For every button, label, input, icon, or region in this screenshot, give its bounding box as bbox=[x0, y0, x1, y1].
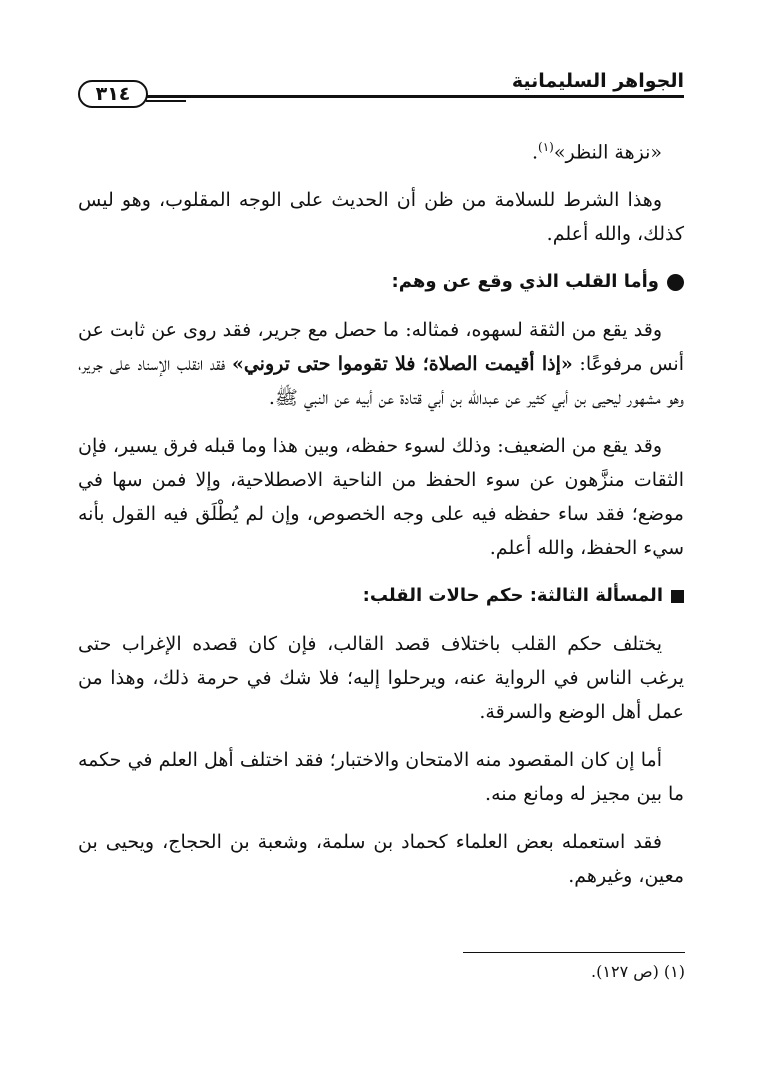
square-bullet-icon bbox=[671, 590, 684, 603]
section-label: المسألة الثالثة: bbox=[529, 585, 663, 607]
footnote: (١) (ص ١٢٧). bbox=[591, 962, 685, 981]
book-title: الجواهر السليمانية bbox=[511, 70, 684, 92]
footnote-marker: (١) bbox=[538, 140, 554, 154]
bullet-heading bbox=[78, 265, 684, 299]
footnote-rule bbox=[463, 952, 685, 953]
page-body bbox=[78, 130, 684, 907]
paragraph-7: فقد استعمله بعض العلماء كحماد بن سلمة، وشعبة بن الحجاج، ويحيى بن معين، وغيرهم. bbox=[78, 831, 684, 888]
page-number: ٣١٤ bbox=[78, 80, 148, 108]
paragraph-2: وهذا الشرط للسلامة من ظن أن الحديث على الوجه المقلوب، وهو ليس كذلك، والله أعلم. bbox=[78, 189, 684, 246]
paragraph-1-text: «نزهة النظر» bbox=[553, 141, 662, 164]
section-title: حكم حالات القلب: bbox=[362, 585, 524, 607]
paragraph-4: وقد يقع من الضعيف: وذلك لسوء حفظه، وبين هذا وما قبله فرق يسير، فإن الثقات منزَّهون عن سوء الحفظ من الناحية الاصطلاحية، وإلا فمن سها في موضع؛ فقد ساء حفظه فيه على وجه الخصوص، وإن لم يُطْلَق فيه القول بأنه سيء الحفظ، والله أعلم. bbox=[78, 435, 684, 560]
paragraph-1 bbox=[78, 130, 684, 169]
paragraph-3-a: وقد يقع من الثقة لسهوه، فمثاله: ما حصل مع جرير، فقد روى عن ثابت عن أنس مرفوعًا: bbox=[78, 319, 684, 376]
paragraph-3-b: فقد انقلب الإسناد على جرير، وهو مشهور ليحيى بن أبي كثير عن عبدالله بن أبي قتادة عن أبيه عن النبي ﷺ. bbox=[78, 353, 684, 410]
hadith-quote: «إذا أقيمت الصلاة؛ فلا تقوموا حتى تروني» bbox=[231, 353, 573, 376]
page-header bbox=[78, 68, 684, 108]
section-heading bbox=[78, 579, 684, 613]
header-rule-short bbox=[146, 100, 186, 102]
header-rule bbox=[146, 95, 684, 98]
paragraph-6: أما إن كان المقصود منه الامتحان والاختبار؛ فقد اختلف أهل العلم في حكمه ما بين مجيز له ومانع منه. bbox=[78, 749, 684, 806]
bullet-dot-icon bbox=[667, 274, 684, 291]
paragraph-5: يختلف حكم القلب باختلاف قصد القالب، فإن كان قصده الإغراب حتى يرغب الناس في الرواية عنه، ويرحلوا إليه؛ فلا شك في حرمة ذلك، وهذا من عمل أهل الوضع والسرقة. bbox=[78, 633, 684, 724]
paragraph-3 bbox=[78, 313, 684, 415]
paragraph-1-end: . bbox=[531, 141, 539, 164]
bullet-heading-text: وأما القلب الذي وقع عن وهم: bbox=[391, 271, 659, 293]
